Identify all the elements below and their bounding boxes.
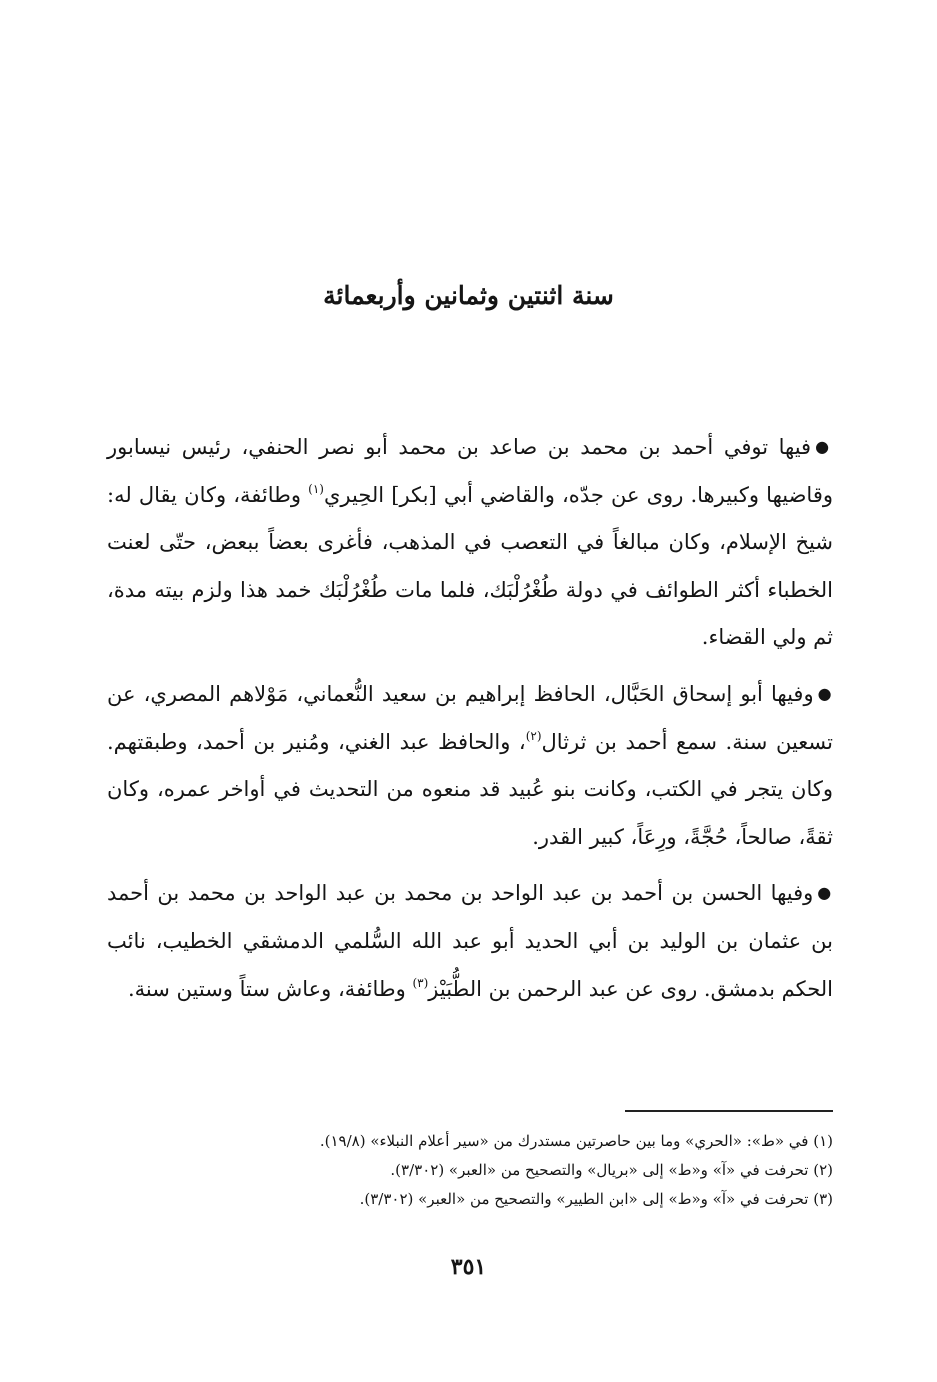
- footnotes: [107, 1127, 833, 1214]
- entry-2-text-a: وفيها أبو إسحاق الحَبَّال، الحافظ إبراهيم بن سعيد النُّعماني، مَوْلاهم المصري، عن تسعين سنة. سمع أحمد بن ثرثال: [107, 681, 833, 754]
- chapter-heading: سنة اثنتين وثمانين وأربعمائة: [323, 281, 614, 310]
- entry-3-text-a: وفيها الحسن بن أحمد بن عبد الواحد بن محمد بن عبد الواحد بن محمد بن أحمد بن عثمان بن الوليد بن أبي الحديد أبو عبد الله السُّلمي الدمشقي الخطيب، نائب الحكم بدمشق. روى عن عبد الرحمن بن الطُّبَيْز: [107, 881, 833, 1001]
- entry-3-text-b: وطائفة، وعاش ستاً وستين سنة.: [128, 976, 413, 1001]
- bullet-icon: ●: [815, 437, 833, 456]
- entry-2: [107, 670, 833, 861]
- footnote-3: (٣) تحرفت في «آ» و«ط» إلى «ابن الطيير» والتصحيح من «العبر» (٣/٣٠٢).: [359, 1190, 833, 1208]
- entry-1-text-a: فيها توفي أحمد بن محمد بن صاعد بن محمد أبو نصر الحنفي، رئيس نيسابور وقاضيها وكبيرها. روى عن جدّه، والقاضي أبي [بكر] الحِيري: [107, 435, 833, 507]
- entry-1: [107, 423, 833, 662]
- entry-3: [107, 869, 833, 1013]
- footnote-1: (١) في «ط»: «الحري» وما بين حاصرتين مستدرك من «سير أعلام النبلاء» (١٩/٨).: [319, 1132, 833, 1150]
- footnote-ref-2[interactable]: (٢): [525, 728, 542, 743]
- entry-2-text-b: ، والحافظ عبد الغني، ومُنير بن أحمد، وطبقتهم. وكان يتجر في الكتب، وكانت بنو عُبيد قد منعوه من التحديث في أواخر عمره، وكان ثقةً، صالحاً، حُجَّةً، ورِعَاً، كبير القدر.: [107, 729, 833, 849]
- footnote-ref-3[interactable]: (٣): [412, 975, 429, 990]
- bullet-icon: ●: [817, 883, 833, 903]
- footnote-2: (٢) تحرفت في «آ» و«ط» إلى «بريال» والتصحيح من «العبر» (٣/٣٠٢).: [390, 1161, 833, 1179]
- footnote-ref-1[interactable]: (١): [308, 481, 324, 496]
- entry-1-text-b: وطائفة، وكان يقال له: شيخ الإسلام، وكان مبالغاً في التعصب في المذهب، فأغرى بعضاً ببعض، حتّى لعنت الخطباء أكثر الطوائف في دولة طُغْرُلْبَك، فلما مات طُغْرُلْبَك خمد هذا ولزم بيته مدة، ثم ولي القضاء.: [107, 482, 833, 650]
- footnote-divider: [625, 1110, 833, 1112]
- page-number: ٣٥١: [450, 1254, 487, 1280]
- bullet-icon: ●: [817, 683, 833, 703]
- main-text: [107, 423, 833, 1013]
